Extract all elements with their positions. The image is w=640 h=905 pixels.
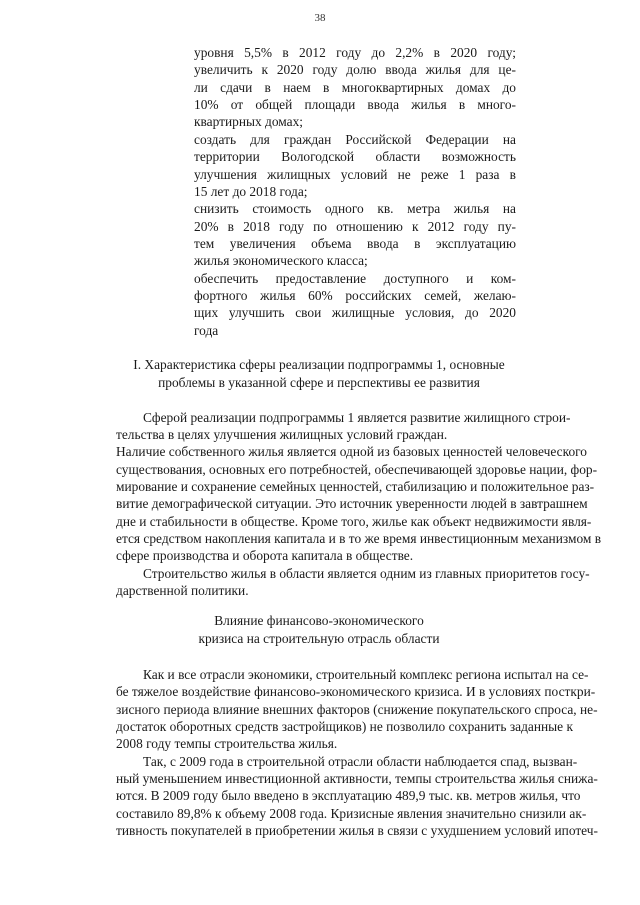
text-line: тивность покупателей в приобретении жилья в связи с ухудшением условий ипотеч-	[116, 823, 598, 838]
list-line: жилья экономического класса;	[194, 253, 368, 268]
list-line: увеличить к 2020 году долю ввода жилья для це-	[194, 62, 516, 77]
text-line: бе тяжелое воздействие финансово-экономического кризиса. И в условиях посткри-	[116, 684, 596, 699]
page-number: 38	[314, 12, 326, 24]
text-line: дне и стабильности в обществе. Кроме того, жилье как объект недвижимости явля-	[116, 514, 592, 529]
text-line: Так, с 2009 года в строительной отрасли области наблюдается спад, вызван-	[143, 754, 578, 769]
text-line: 2008 году темпы строительства жилья.	[116, 736, 338, 751]
text-line: Сферой реализации подпрограммы 1 является развитие жилищного строи-	[143, 410, 571, 425]
list-line: года	[194, 323, 219, 338]
list-line: снизить стоимость одного кв. метра жилья на	[194, 201, 516, 216]
text-line: ется средством накопления капитала и в то же время инвестиционным механизмом в	[116, 531, 602, 546]
list-line: 20% в 2018 году по отношению к 2012 году пу-	[194, 219, 516, 234]
list-line: квартирных домах;	[194, 114, 304, 129]
text-line: витие демографической ситуации. Это источник уверенности людей в завтрашнем	[116, 496, 588, 511]
text-line: мирование и сохранение семейных ценностей, стабилизацию и положительное раз-	[116, 479, 595, 494]
list-line: 15 лет до 2018 года;	[194, 184, 308, 199]
text-line: ются. В 2009 году было введено в эксплуатацию 489,9 тыс. кв. метров жилья, что	[116, 788, 581, 803]
section-title-line: проблемы в указанной сфере и перспективы ее развития	[158, 375, 480, 390]
text-line: ный уменьшением инвестиционной активности, темпы строительства жилья снижа-	[116, 771, 598, 786]
text-line: достаток оборотных средств застройщиков) не позволило сохранить заданные к	[116, 719, 573, 734]
text-line: тельства в целях улучшения жилищных условий граждан.	[116, 427, 448, 442]
text-line: Наличие собственного жилья является одной из базовых ценностей человеческого	[116, 444, 587, 459]
list-line: уровня 5,5% в 2012 году до 2,2% в 2020 году;	[194, 45, 516, 60]
list-line: обеспечить предоставление доступного и ком-	[194, 271, 516, 286]
text-line: зисного периода влияние внешних факторов (снижение покупательского спроса, не-	[116, 702, 598, 717]
text-line: сфере производства и оборота капитала в обществе.	[116, 548, 414, 563]
list-line: тем увеличения объема ввода в эксплуатацию	[194, 236, 516, 251]
list-line: ли сдачи в наем в многоквартирных домах до	[194, 80, 516, 95]
list-line: территории Вологодской области возможность	[194, 149, 516, 164]
text-line: существования, основных его потребностей, обеспечивающей здоровье нации, фор-	[116, 462, 598, 477]
text-line: Как и все отрасли экономики, строительный комплекс региона испытал на се-	[143, 667, 589, 682]
text-line: Строительство жилья в области является одним из главных приоритетов госу-	[143, 566, 590, 581]
list-line: создать для граждан Российской Федерации на	[194, 132, 516, 147]
list-line: улучшения жилищных условий не реже 1 раза в	[194, 167, 516, 182]
text-line: дарственной политики.	[116, 583, 249, 598]
text-line: составило 89,8% к объему 2008 года. Кризисные явления значительно снизили ак-	[116, 806, 587, 821]
subsection-title-line: кризиса на строительную отрасль области	[198, 631, 440, 646]
list-line: фортного жилья 60% российских семей, желаю-	[194, 288, 516, 303]
list-line: 10% от общей площади ввода жилья в много-	[194, 97, 516, 112]
section-title-line: I. Характеристика сферы реализации подпрограммы 1, основные	[133, 357, 505, 372]
list-line: щих улучшить свои жилищные условия, до 2020	[194, 305, 516, 320]
subsection-title-line: Влияние финансово-экономического	[214, 613, 424, 628]
